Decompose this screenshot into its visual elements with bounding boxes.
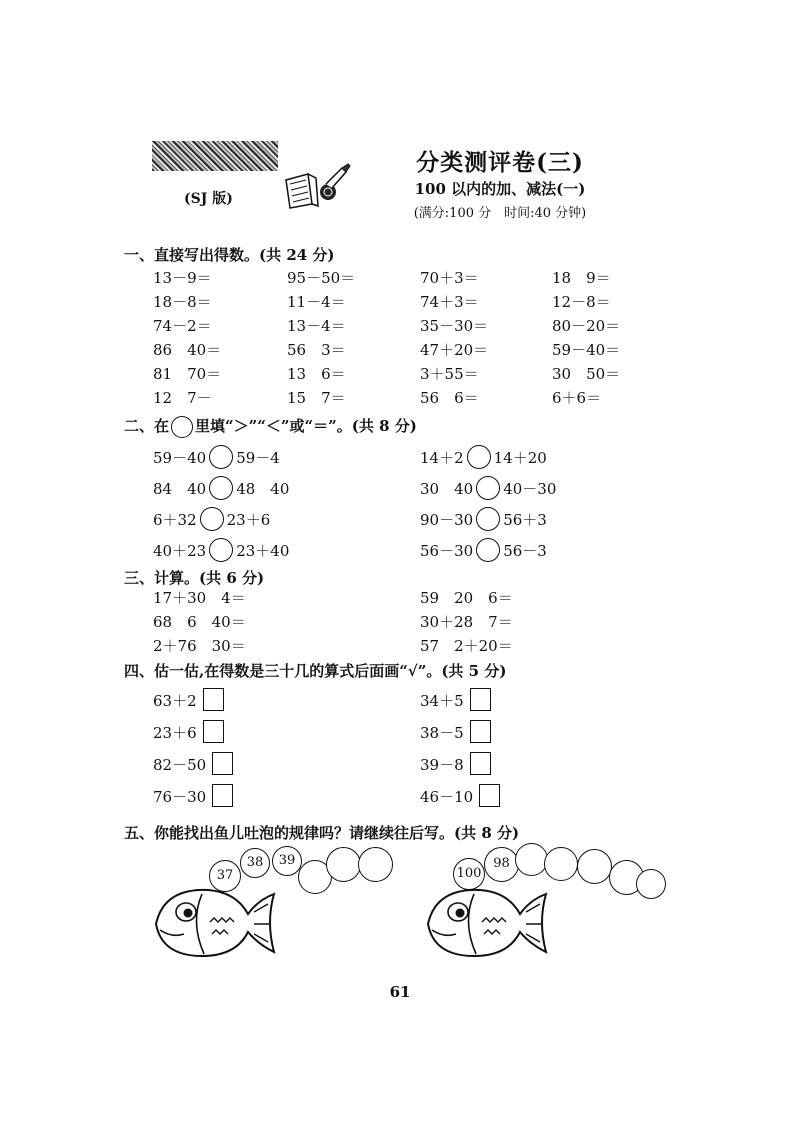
estimate-item	[420, 752, 491, 775]
comparison-item	[153, 538, 289, 562]
problem-expression: 56 3＝	[287, 341, 346, 359]
comparison-answer-circle[interactable]	[476, 476, 500, 500]
check-box[interactable]	[203, 688, 224, 711]
comparison-left: 6＋32	[153, 511, 197, 529]
estimate-expression: 38－5	[420, 724, 464, 742]
score-time-info: (满分:100 分 时间:40 分钟)	[413, 206, 587, 221]
bubble-answer-blank[interactable]	[544, 847, 578, 881]
bubble-answer-blank[interactable]	[577, 849, 612, 884]
edition-label: (SJ 版)	[184, 191, 233, 207]
comparison-left: 84 40	[153, 480, 207, 498]
section-2-heading-suffix: 里填“＞”“＜”或“＝”。(共 8 分)	[195, 417, 417, 435]
check-box[interactable]	[212, 784, 233, 807]
bubble-number: 100	[453, 858, 485, 890]
problem-expression: 95－50＝	[287, 269, 356, 287]
problem-expression: 18－8＝	[153, 293, 212, 311]
page-number: 61	[389, 983, 411, 1001]
bubble-number: 38	[240, 848, 270, 878]
estimate-item	[153, 752, 233, 775]
problem-expression: 47＋20＝	[420, 341, 489, 359]
calculation-problem: 2＋76 30＝	[153, 637, 246, 655]
comparison-answer-circle[interactable]	[467, 445, 491, 469]
bubble-answer-blank[interactable]	[636, 869, 666, 899]
comparison-left: 40＋23	[153, 542, 207, 560]
estimate-item	[153, 688, 224, 711]
comparison-left: 30 40	[420, 480, 474, 498]
comparison-answer-circle[interactable]	[476, 507, 500, 531]
comparison-right: 56＋3	[503, 511, 547, 529]
fish-2-icon	[422, 884, 550, 960]
comparison-right: 40－30	[503, 480, 557, 498]
comparison-right: 23＋40	[236, 542, 290, 560]
problem-expression: 13－4＝	[287, 317, 346, 335]
comparison-right: 23＋6	[226, 511, 271, 529]
calculation-problem: 30＋28 7＝	[420, 613, 513, 631]
estimate-item	[153, 784, 233, 807]
estimate-item	[153, 720, 224, 743]
estimate-expression: 82－50	[153, 756, 207, 774]
estimate-item	[420, 784, 500, 807]
comparison-left: 14＋2	[420, 449, 464, 467]
problem-expression: 86 40＝	[153, 341, 222, 359]
comparison-right: 59－4	[236, 449, 280, 467]
check-box[interactable]	[212, 752, 233, 775]
problem-expression: 12－8＝	[552, 293, 611, 311]
page-subtitle: 100 以内的加、减法(一)	[414, 180, 586, 198]
problem-expression: 11－4＝	[287, 293, 346, 311]
estimate-item	[420, 688, 491, 711]
check-box[interactable]	[470, 752, 491, 775]
comparison-left: 59－40	[153, 449, 207, 467]
section-2-heading-prefix: 二、在	[124, 417, 170, 435]
comparison-item	[420, 476, 556, 500]
section-5-heading: 五、你能找出鱼儿吐泡的规律吗？请继续往后写。(共 8 分)	[124, 824, 520, 842]
comparison-left: 56－30	[420, 542, 474, 560]
comparison-item	[153, 507, 270, 531]
page-title: 分类测评卷(三)	[416, 149, 584, 176]
estimate-expression: 34＋5	[420, 692, 464, 710]
bubble-answer-blank[interactable]	[515, 843, 548, 876]
bubble-answer-blank[interactable]	[358, 847, 393, 882]
calculation-problem: 57 2＋20＝	[420, 637, 513, 655]
comparison-answer-circle[interactable]	[200, 507, 224, 531]
calculation-problem: 68 6 40＝	[153, 613, 246, 631]
book-and-pen-icon	[282, 162, 352, 212]
calculation-problem: 17＋30 4＝	[153, 589, 246, 607]
estimate-expression: 76－30	[153, 788, 207, 806]
estimate-expression: 46－10	[420, 788, 474, 806]
check-box[interactable]	[470, 688, 491, 711]
problem-expression: 12 7－	[153, 389, 212, 407]
estimate-expression: 23＋6	[153, 724, 197, 742]
comparison-answer-circle[interactable]	[209, 476, 233, 500]
section-1-heading: 一、直接写出得数。(共 24 分)	[124, 246, 335, 264]
problem-expression: 35－30＝	[420, 317, 489, 335]
check-box[interactable]	[479, 784, 500, 807]
comparison-left: 90－30	[420, 511, 474, 529]
problem-expression: 13－9＝	[153, 269, 212, 287]
check-box[interactable]	[470, 720, 491, 743]
problem-expression: 74＋3＝	[420, 293, 479, 311]
comparison-item	[420, 445, 547, 469]
estimate-expression: 63＋2	[153, 692, 197, 710]
comparison-answer-circle[interactable]	[476, 538, 500, 562]
circle-symbol-icon	[171, 416, 193, 438]
problem-expression: 74－2＝	[153, 317, 212, 335]
problem-expression: 80－20＝	[552, 317, 621, 335]
comparison-right: 56－3	[503, 542, 547, 560]
problem-expression: 3＋55＝	[420, 365, 479, 383]
comparison-item	[420, 507, 547, 531]
comparison-item	[153, 476, 289, 500]
comparison-item	[420, 538, 547, 562]
problem-expression: 56 6＝	[420, 389, 479, 407]
problem-expression: 59－40＝	[552, 341, 621, 359]
problem-expression: 15 7＝	[287, 389, 346, 407]
section-3-heading: 三、计算。(共 6 分)	[124, 569, 265, 587]
bubble-number: 37	[209, 860, 241, 892]
problem-expression: 18 9＝	[552, 269, 611, 287]
bubble-number: 39	[272, 846, 302, 876]
problem-expression: 70＋3＝	[420, 269, 479, 287]
comparison-right: 14＋20	[493, 449, 547, 467]
check-box[interactable]	[203, 720, 224, 743]
comparison-right: 48 40	[236, 480, 290, 498]
section-4-heading: 四、估一估,在得数是三十几的算式后面画“√”。(共 5 分)	[124, 662, 507, 680]
problem-expression: 81 70＝	[153, 365, 222, 383]
problem-expression: 13 6＝	[287, 365, 346, 383]
comparison-item	[153, 445, 280, 469]
section-2-heading	[124, 415, 417, 438]
comparison-answer-circle[interactable]	[209, 538, 233, 562]
comparison-answer-circle[interactable]	[209, 445, 233, 469]
calculation-problem: 59 20 6＝	[420, 589, 513, 607]
bubble-number: 98	[484, 847, 519, 882]
estimate-expression: 39－8	[420, 756, 464, 774]
bubble-answer-blank[interactable]	[326, 847, 361, 882]
fish-1-icon	[150, 884, 278, 960]
estimate-item	[420, 720, 491, 743]
problem-expression: 30 50＝	[552, 365, 621, 383]
header-banner-texture	[152, 141, 278, 171]
problem-expression: 6＋6＝	[552, 389, 602, 407]
